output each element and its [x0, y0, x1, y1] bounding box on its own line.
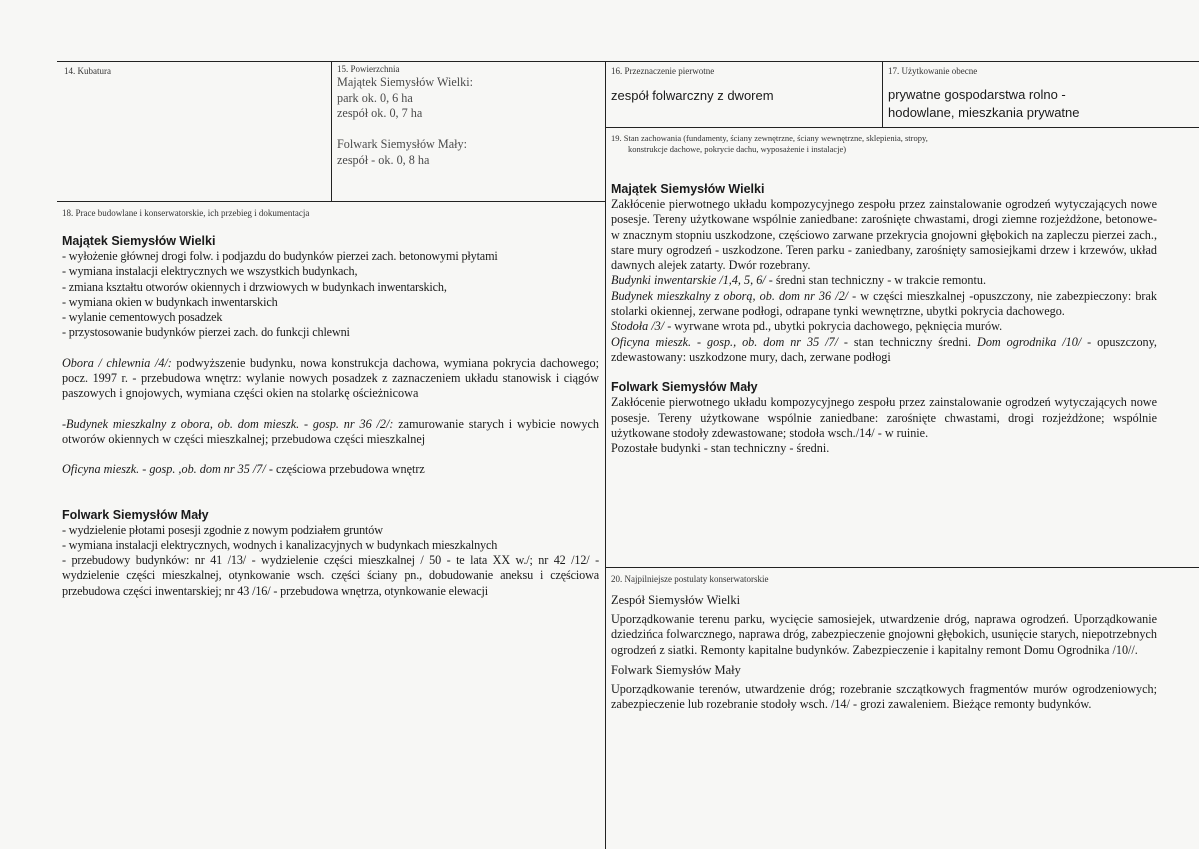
field-18-label: 18. Prace budowlane i konserwatorskie, ich przebieg i dokumentacja	[62, 208, 310, 218]
paragraph: Zakłócenie pierwotnego układu kompozycyjnego zespołu przez zainstalowanie ogrodzeń wytyczających nowe posesje. Tereny użytkowane wspólnie zaniedbane: zarośnięte chwastami, drogi rozjeżdżone; wspólnie użytkowane stodoły zdewastowane; stodoła wsch./14/ - w ruinie.	[611, 395, 1157, 440]
paragraph-subject: -Budynek mieszkalny z obora, ob. dom mieszk. - gosp. nr 36 /2/:	[62, 416, 394, 431]
list-item: - zmiana kształtu otworów okiennych i drzwiowych w budynkach inwentarskich,	[62, 279, 447, 294]
paragraph-subject: Budynki inwentarskie /1,4, 5, 6/	[611, 273, 766, 288]
paragraph	[611, 273, 1157, 288]
paragraph	[62, 356, 599, 402]
section-title: Majątek Siemysłów Wielki	[62, 234, 216, 248]
field-19-body	[611, 182, 1157, 456]
field-18-body	[62, 234, 599, 599]
paragraph: Zakłócenie pierwotnego układu kompozycyjnego zespołu przez zainstalowanie ogrodzeń wytyczających nowe posesje. Tereny użytkowane wspólnie zaniedbane: zarośnięte chwastami, drogi ziemne rozjeżdżone, betonowe- w znacznym stopniu uszkodzone, częściowo zarwane przekrycia gnojowni głębokich na zapleczu pierzei zach., stare mury ogrodzeń - uszkodzone. Teren parku - zaniedbany, zarośnięty samosiejkami drzew i krzewów, układ dawnych alejek zatarty. Dwór rozebrany.	[611, 197, 1157, 273]
divider-top-right	[605, 127, 1199, 128]
area-line: zespół ok. 0, 7 ha	[337, 106, 423, 121]
paragraph-text: - opuszczony, zdewastowany: uszkodzone mury, dach, zerwane podłogi	[611, 334, 1157, 364]
divider-left-18	[57, 201, 605, 202]
paragraph-subject: Obora / chlewnia /4/:	[62, 355, 172, 370]
paragraph	[611, 319, 1157, 334]
paragraph: Uporządkowanie terenu parku, wycięcie samosiejek, utwardzenie dróg, naprawa ogrodzeń. Uporządkowanie dziedzińca folwarcznego, naprawa dróg, zabezpieczenie gnojowni głębokich, usunięcie starych, niepotrzebnych ogrodzeń z siatki. Remonty kapitalne budynków. Zabezpieczenie i kapitalny remont Domu Ogrodnika /10//.	[611, 612, 1157, 657]
field-18-works	[62, 208, 599, 599]
paragraph	[611, 335, 1157, 366]
paragraph: - przebudowy budynków: nr 41 /13/ - wydzielenie części mieszkalnej / 50 - te lata XX w./; nr 42 /12/ - wydzielenie części mieszkalnej, otynkowanie wsch. części ściany pn., dobudowanie aneksu i częściowa przebudowa części inwentarskiej; nr 43 /16/ - przebudowa wnętrza, otynkowanie elewacji	[62, 553, 599, 598]
list-item: - przystosowanie budynków pierzei zach. do funkcji chlewni	[62, 325, 350, 340]
paragraph-text: zamurowanie starych i wybicie nowych otworów okiennych w części mieszkalnej; przebudowa części mieszkalnej	[62, 416, 599, 446]
top-border	[57, 61, 1199, 62]
center-divider	[605, 61, 606, 849]
paragraph-text: - w części mieszkalnej -opuszczony, nie zabezpieczony: brak stolarki okiennej, zerwane podłogi, odrapane tynki wewnętrzne, ubytki pokrycia dachowego.	[611, 288, 1157, 319]
section-title: Folwark Siemysłów Mały	[62, 507, 209, 522]
field-19-condition	[611, 133, 1157, 456]
paragraph-subject: Stodoła /3/	[611, 319, 665, 334]
divider-14-15	[331, 61, 332, 201]
works-list	[62, 523, 599, 554]
section-title: Folwark Siemysłów Mały	[611, 380, 758, 395]
area-line	[337, 122, 602, 138]
works-list	[62, 249, 599, 341]
field-19-label-line: 19. Stan zachowania (fundamenty, ściany zewnętrzne, ściany wewnętrzne, sklepienia, stropy,	[611, 133, 928, 143]
paragraph: Pozostałe budynki - stan techniczny - średni.	[611, 441, 830, 456]
divider-16-17	[882, 61, 883, 127]
paragraph	[611, 289, 1157, 320]
field-15-values	[337, 75, 602, 169]
section-title: Folwark Siemysłów Mały	[611, 662, 741, 677]
field-17-label: 17. Użytkowanie obecne	[888, 66, 978, 76]
section-title: Majątek Siemysłów Wielki	[611, 182, 765, 196]
paragraph-subject: Dom ogrodnika /10/	[977, 334, 1082, 349]
field-15-area	[337, 64, 602, 169]
field-17-value-line: prywatne gospodarstwa rolno -	[888, 87, 1066, 102]
area-line: Folwark Siemysłów Mały:	[337, 137, 467, 152]
paragraph-text: - częściowa przebudowa wnętrz	[265, 462, 425, 477]
paragraph	[62, 462, 599, 477]
paragraph-text: - średni stan techniczny - w trakcie remontu.	[765, 273, 987, 288]
paragraph-subject: Budynek mieszkalny z oborą, ob. dom nr 36 /2/	[611, 288, 849, 303]
paragraph-text: - wyrwane wrota pd., ubytki pokrycia dachowego, pęknięcia murów.	[664, 319, 1003, 334]
field-16-original-purpose	[611, 66, 879, 103]
section-title: Zespół Siemysłów Wielki	[611, 593, 741, 607]
divider-19-20	[605, 567, 1199, 568]
area-line: Majątek Siemysłów Wielki:	[337, 75, 474, 89]
area-line: park ok. 0, 6 ha	[337, 90, 413, 105]
paragraph-subject: Oficyna mieszk. - gosp., ob. dom nr 35 /7/	[611, 334, 838, 349]
list-item: - wymiana instalacji elektrycznych we wszystkich budynkach,	[62, 264, 358, 279]
paragraph-text: podwyższenie budynku, nowa konstrukcja dachowa, wymiana pokrycia dachowego; pocz. 1997 r. - przebudowa wnętrz: wylanie nowych posadzek z zaznaczeniem układu stanowisk i ciągów paszowych i gnojowych, wymiana części okien na stolarkę ościeżnicowa	[62, 355, 599, 401]
field-19-label	[611, 133, 1157, 155]
list-item: - wydzielenie płotami posesji zgodnie z nowym podziałem gruntów	[62, 522, 383, 537]
field-17-value-line: hodowlane, mieszkania prywatne	[888, 105, 1080, 120]
field-20-postulates	[611, 574, 1157, 712]
field-20-body	[611, 592, 1157, 712]
field-17-current-use	[888, 66, 1196, 122]
field-16-label: 16. Przeznaczenie pierwotne	[611, 66, 715, 76]
list-item: - wymiana instalacji elektrycznych, wodnych i kanalizacyjnych w budynkach mieszkalnych	[62, 537, 498, 552]
field-14-label: 14. Kubatura	[64, 66, 111, 76]
paragraph	[62, 417, 599, 448]
field-14-volume	[64, 66, 324, 77]
paragraph-subject: Oficyna mieszk. - gosp. ,ob. dom nr 35 /7/	[62, 462, 266, 477]
list-item: - wylanie cementowych posadzek	[62, 310, 223, 325]
paragraph-text: - stan techniczny średni.	[837, 334, 978, 349]
field-20-label: 20. Najpilniejsze postulaty konserwatorskie	[611, 574, 769, 584]
field-15-label: 15. Powierzchnia	[337, 64, 400, 74]
field-16-value: zespół folwarczny z dworem	[611, 88, 774, 103]
paragraph: Uporządkowanie terenów, utwardzenie dróg; rozebranie szczątkowych fragmentów murów ogrodzeniowych; zabezpieczenie lub rozebranie stodoły wsch. /14/ - grozi zawaleniem. Bieżące remonty budynków.	[611, 681, 1157, 712]
field-17-value	[888, 86, 1196, 122]
list-item: - wyłożenie głównej drogi folw. i podjazdu do budynków pierzei zach. betonowymi płytami	[62, 249, 498, 263]
area-line: zespół - ok. 0, 8 ha	[337, 152, 430, 167]
list-item: - wymiana okien w budynkach inwentarskich	[62, 294, 278, 309]
field-19-label-line: konstrukcje dachowe, pokrycie dachu, wyposażenie i instalacje)	[628, 144, 847, 154]
